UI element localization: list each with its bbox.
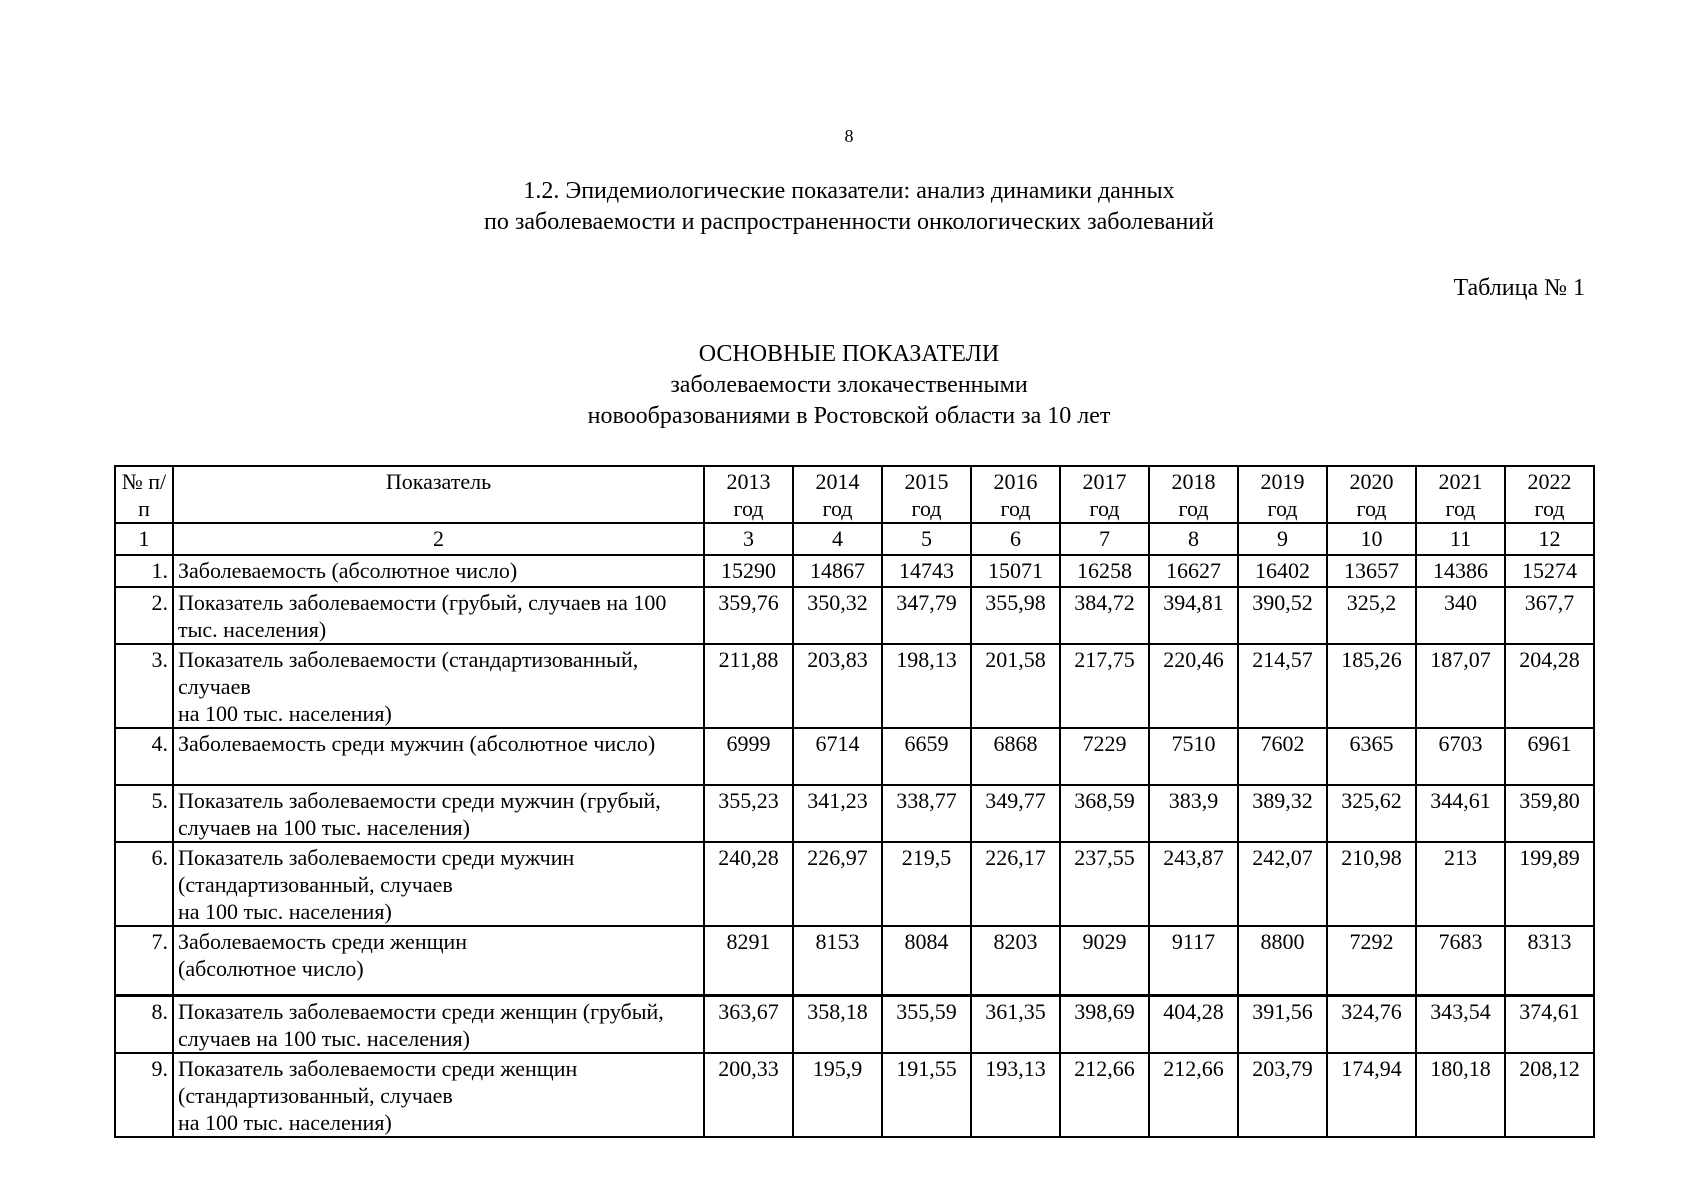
column-index: 6 [971, 523, 1060, 555]
value-cell: 361,35 [971, 996, 1060, 1054]
header-year: 2020 год [1327, 466, 1416, 523]
header-year: 2016 год [971, 466, 1060, 523]
value-cell: 8203 [971, 926, 1060, 996]
value-cell: 174,94 [1327, 1053, 1416, 1137]
value-cell: 199,89 [1505, 842, 1594, 926]
header-year: 2022 год [1505, 466, 1594, 523]
column-index-row [115, 523, 1594, 555]
section-heading-line-1: 1.2. Эпидемиологические показатели: анализ динамики данных [523, 178, 1175, 204]
indicator-name: Заболеваемость среди женщин (абсолютное число) [173, 926, 704, 996]
table-title-line-2: заболеваемости злокачественными [670, 372, 1028, 398]
value-cell: 398,69 [1060, 996, 1149, 1054]
table-row [115, 926, 1594, 996]
table-title-line-3: новообразованиями в Ростовской области за 10 лет [587, 403, 1111, 429]
value-cell: 180,18 [1416, 1053, 1505, 1137]
value-cell: 389,32 [1238, 785, 1327, 842]
value-cell: 185,26 [1327, 644, 1416, 728]
value-cell: 15290 [704, 555, 793, 587]
value-cell: 214,57 [1238, 644, 1327, 728]
value-cell: 384,72 [1060, 587, 1149, 644]
value-cell: 390,52 [1238, 587, 1327, 644]
header-year: 2013 год [704, 466, 793, 523]
value-cell: 243,87 [1149, 842, 1238, 926]
column-index: 2 [173, 523, 704, 555]
value-cell: 7510 [1149, 728, 1238, 785]
value-cell: 208,12 [1505, 1053, 1594, 1137]
row-number: 8. [115, 996, 173, 1054]
value-cell: 220,46 [1149, 644, 1238, 728]
header-num: № п/п [115, 466, 173, 523]
value-cell: 344,61 [1416, 785, 1505, 842]
column-index: 5 [882, 523, 971, 555]
row-number: 3. [115, 644, 173, 728]
column-index: 11 [1416, 523, 1505, 555]
value-cell: 14743 [882, 555, 971, 587]
value-cell: 358,18 [793, 996, 882, 1054]
value-cell: 193,13 [971, 1053, 1060, 1137]
value-cell: 7683 [1416, 926, 1505, 996]
table-row [115, 644, 1594, 728]
header-indicator: Показатель [173, 466, 704, 523]
column-index: 7 [1060, 523, 1149, 555]
value-cell: 6961 [1505, 728, 1594, 785]
value-cell: 226,97 [793, 842, 882, 926]
value-cell: 340 [1416, 587, 1505, 644]
table-row [115, 555, 1594, 587]
header-year: 2021 год [1416, 466, 1505, 523]
value-cell: 211,88 [704, 644, 793, 728]
value-cell: 359,80 [1505, 785, 1594, 842]
indicator-name: Показатель заболеваемости (стандартизованный, случаев на 100 тыс. населения) [173, 644, 704, 728]
value-cell: 355,23 [704, 785, 793, 842]
value-cell: 8313 [1505, 926, 1594, 996]
value-cell: 198,13 [882, 644, 971, 728]
value-cell: 201,58 [971, 644, 1060, 728]
value-cell: 213 [1416, 842, 1505, 926]
value-cell: 324,76 [1327, 996, 1416, 1054]
value-cell: 16627 [1149, 555, 1238, 587]
value-cell: 217,75 [1060, 644, 1149, 728]
header-year: 2019 год [1238, 466, 1327, 523]
value-cell: 212,66 [1149, 1053, 1238, 1137]
value-cell: 15071 [971, 555, 1060, 587]
value-cell: 200,33 [704, 1053, 793, 1137]
column-index: 3 [704, 523, 793, 555]
value-cell: 367,7 [1505, 587, 1594, 644]
table-row [115, 842, 1594, 926]
row-number: 9. [115, 1053, 173, 1137]
page-number: 8 [844, 126, 854, 146]
value-cell: 349,77 [971, 785, 1060, 842]
value-cell: 15274 [1505, 555, 1594, 587]
column-index: 10 [1327, 523, 1416, 555]
indicator-name: Показатель заболеваемости среди мужчин (грубый, случаев на 100 тыс. населения) [173, 785, 704, 842]
table-row [115, 996, 1594, 1054]
indicator-name: Показатель заболеваемости среди женщин (стандартизованный, случаев на 100 тыс. населения) [173, 1053, 704, 1137]
column-index: 1 [115, 523, 173, 555]
value-cell: 374,61 [1505, 996, 1594, 1054]
table-row [115, 587, 1594, 644]
value-cell: 6703 [1416, 728, 1505, 785]
value-cell: 383,9 [1149, 785, 1238, 842]
value-cell: 394,81 [1149, 587, 1238, 644]
value-cell: 8800 [1238, 926, 1327, 996]
value-cell: 204,28 [1505, 644, 1594, 728]
value-cell: 355,59 [882, 996, 971, 1054]
value-cell: 6999 [704, 728, 793, 785]
value-cell: 363,67 [704, 996, 793, 1054]
value-cell: 8153 [793, 926, 882, 996]
value-cell: 6659 [882, 728, 971, 785]
value-cell: 210,98 [1327, 842, 1416, 926]
row-number: 5. [115, 785, 173, 842]
value-cell: 16402 [1238, 555, 1327, 587]
value-cell: 16258 [1060, 555, 1149, 587]
section-heading [0, 176, 1698, 238]
table-title-line-1: ОСНОВНЫЕ ПОКАЗАТЕЛИ [698, 341, 1000, 367]
value-cell: 7292 [1327, 926, 1416, 996]
value-cell: 203,83 [793, 644, 882, 728]
value-cell: 240,28 [704, 842, 793, 926]
value-cell: 341,23 [793, 785, 882, 842]
value-cell: 338,77 [882, 785, 971, 842]
row-number: 7. [115, 926, 173, 996]
column-index: 12 [1505, 523, 1594, 555]
indicator-name: Заболеваемость (абсолютное число) [173, 555, 704, 587]
value-cell: 6714 [793, 728, 882, 785]
header-year: 2015 год [882, 466, 971, 523]
table-title [0, 339, 1698, 432]
table-header-row [115, 466, 1594, 523]
value-cell: 237,55 [1060, 842, 1149, 926]
indicator-name: Показатель заболеваемости среди мужчин (стандартизованный, случаев на 100 тыс. населения) [173, 842, 704, 926]
header-year: 2017 год [1060, 466, 1149, 523]
table-row [115, 1053, 1594, 1137]
value-cell: 7602 [1238, 728, 1327, 785]
value-cell: 6365 [1327, 728, 1416, 785]
value-cell: 343,54 [1416, 996, 1505, 1054]
value-cell: 368,59 [1060, 785, 1149, 842]
indicators-table [114, 465, 1595, 1138]
value-cell: 350,32 [793, 587, 882, 644]
value-cell: 203,79 [1238, 1053, 1327, 1137]
table-label: Таблица № 1 [1453, 275, 1585, 301]
value-cell: 8291 [704, 926, 793, 996]
column-index: 9 [1238, 523, 1327, 555]
row-number: 6. [115, 842, 173, 926]
indicator-name: Показатель заболеваемости (грубый, случаев на 100 тыс. населения) [173, 587, 704, 644]
table-row [115, 785, 1594, 842]
value-cell: 14867 [793, 555, 882, 587]
value-cell: 14386 [1416, 555, 1505, 587]
header-year: 2014 год [793, 466, 882, 523]
value-cell: 191,55 [882, 1053, 971, 1137]
header-year: 2018 год [1149, 466, 1238, 523]
row-number: 1. [115, 555, 173, 587]
value-cell: 9117 [1149, 926, 1238, 996]
column-index: 4 [793, 523, 882, 555]
value-cell: 9029 [1060, 926, 1149, 996]
row-number: 4. [115, 728, 173, 785]
value-cell: 391,56 [1238, 996, 1327, 1054]
value-cell: 8084 [882, 926, 971, 996]
value-cell: 347,79 [882, 587, 971, 644]
indicator-name: Заболеваемость среди мужчин (абсолютное число) [173, 728, 704, 785]
value-cell: 187,07 [1416, 644, 1505, 728]
value-cell: 7229 [1060, 728, 1149, 785]
value-cell: 212,66 [1060, 1053, 1149, 1137]
value-cell: 195,9 [793, 1053, 882, 1137]
row-number: 2. [115, 587, 173, 644]
value-cell: 242,07 [1238, 842, 1327, 926]
value-cell: 6868 [971, 728, 1060, 785]
value-cell: 13657 [1327, 555, 1416, 587]
indicator-name: Показатель заболеваемости среди женщин (грубый, случаев на 100 тыс. населения) [173, 996, 704, 1054]
value-cell: 219,5 [882, 842, 971, 926]
section-heading-line-2: по заболеваемости и распространенности онкологических заболеваний [484, 209, 1214, 235]
table-row [115, 728, 1594, 785]
value-cell: 404,28 [1149, 996, 1238, 1054]
column-index: 8 [1149, 523, 1238, 555]
value-cell: 359,76 [704, 587, 793, 644]
value-cell: 226,17 [971, 842, 1060, 926]
value-cell: 325,62 [1327, 785, 1416, 842]
value-cell: 355,98 [971, 587, 1060, 644]
value-cell: 325,2 [1327, 587, 1416, 644]
